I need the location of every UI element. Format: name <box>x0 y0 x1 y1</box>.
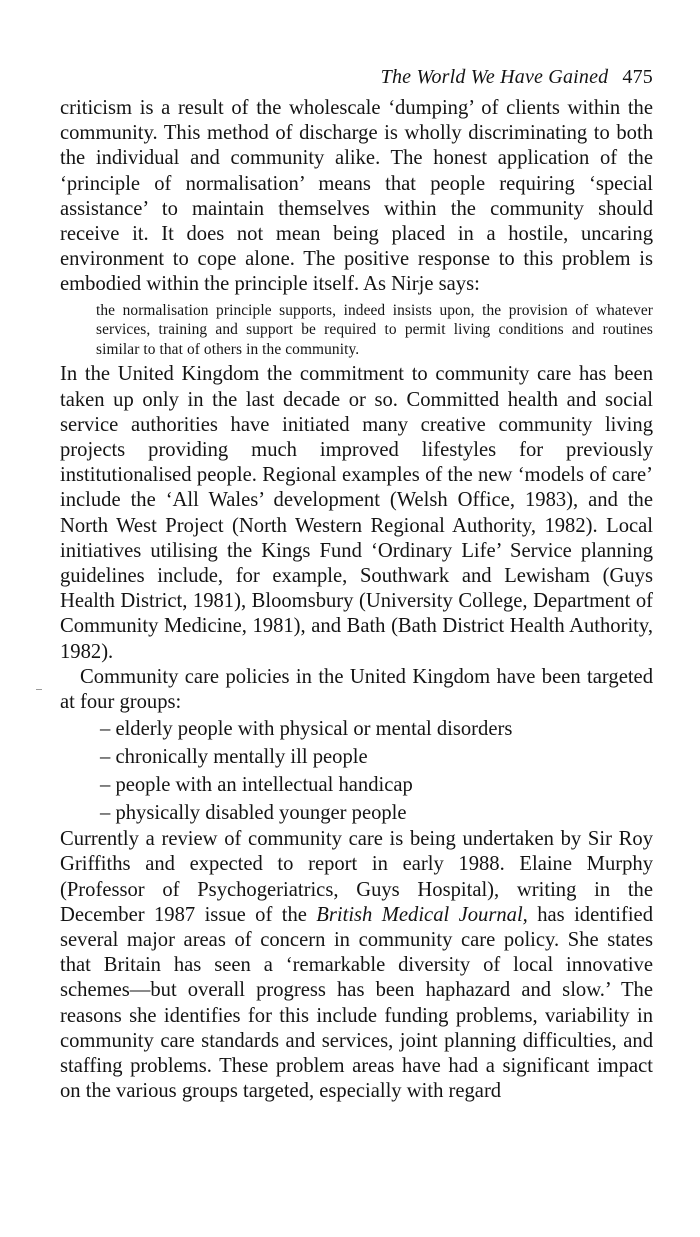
list-item: – physically disabled younger people <box>100 802 407 825</box>
paragraph-4 <box>60 827 653 1104</box>
list-item: – people with an intellectual handicap <box>100 774 413 797</box>
paragraph-1: criticism is a result of the wholescale ‘dumping’ of clients within the community. This method of discharge is wholly discriminating to both the individual and community alike. The honest application of the ‘principle of normalisation’ means that people requiring ‘special assistance’ to maintain themselves within the community should receive it. It does not mean being placed in a hostile, uncaring environment to cope alone. The positive response to this problem is embodied within the principle itself. As Nirje says: <box>60 97 653 296</box>
journal-title: British Medical Journal, <box>316 903 528 926</box>
running-head <box>60 62 653 92</box>
paragraph-4-text-end: has identified several major areas of concern in community care policy. She states that Britain has seen a ‘remarkable diversity of local innovative schemes—but overall progress has been haphazard and slow.’ The reasons she identifies for this include funding problems, variability in community care standards and services, joint planning difficulties, and staffing problems. These problem areas have had a significant impact on the various groups targeted, especially with regard <box>60 903 653 1103</box>
page-number: 475 <box>622 66 653 88</box>
margin-mark <box>36 689 42 690</box>
list-item: – chronically mentally ill people <box>100 746 368 769</box>
paragraph-2: In the United Kingdom the commitment to community care has been taken up only in the last decade or so. Committed health and social service authorities have initiated many creative community living projects providing much improved lifestyles for previously institutionalised people. Regional examples of the new ‘models of care’ include the ‘All Wales’ development (Welsh Office, 1983), and the North West Project (North Western Regional Authority, 1982). Local initiatives utilising the Kings Fund ‘Ordinary Life’ Service planning guidelines include, for example, Southwark and Lewisham (Guys Health District, 1981), Bloomsbury (University College, Department of Community Medicine, 1981), and Bath (Bath District Health Authority, 1982). <box>60 363 653 663</box>
block-quote: the normalisation principle supports, indeed insists upon, the provision of whatever services, training and support be required to permit living conditions and routines similar to that of others in the community. <box>96 301 653 358</box>
list-item: – elderly people with physical or mental disorders <box>100 718 513 741</box>
paragraph-3: Community care policies in the United Kingdom have been targeted at four groups: <box>60 665 653 714</box>
paragraph-4-text-start: Currently a review of community care is being undertaken by Sir Roy Griffiths and expected to report in early 1988. Elaine Murphy (Professor of Psychogeriatrics, Guys Hospital), writing in the December 1987 issue of the <box>60 828 653 926</box>
running-head-title: The World We Have Gained <box>380 66 609 88</box>
book-page <box>60 62 653 1104</box>
target-groups-list <box>60 715 653 827</box>
